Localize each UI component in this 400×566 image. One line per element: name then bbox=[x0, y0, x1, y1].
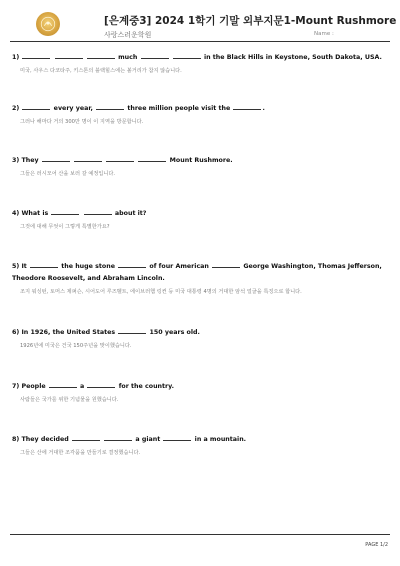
question-number: 2) bbox=[12, 105, 20, 112]
sentence-fragment: It bbox=[21, 263, 27, 270]
question-5 bbox=[12, 261, 390, 295]
question-sentence bbox=[12, 208, 390, 218]
question-number: 4) bbox=[12, 210, 20, 217]
page-number: PAGE 1/2 bbox=[365, 542, 388, 548]
answer-blank[interactable] bbox=[42, 155, 70, 162]
answer-blank[interactable] bbox=[22, 103, 50, 110]
student-name-label: Name : bbox=[314, 31, 334, 37]
sentence-fragment: . bbox=[262, 105, 265, 112]
sentence-fragment: in a mountain. bbox=[194, 436, 247, 443]
page-header bbox=[0, 0, 400, 46]
answer-blank[interactable] bbox=[104, 434, 132, 441]
sentence-fragment: What is bbox=[21, 210, 49, 217]
sentence-fragment: Theodore Roosevelt, and Abraham Lincoln. bbox=[12, 275, 165, 282]
answer-blank[interactable] bbox=[163, 434, 191, 441]
korean-translation: 사람들은 국가를 위한 기념물을 원했습니다. bbox=[20, 397, 119, 403]
answer-blank[interactable] bbox=[233, 103, 261, 110]
answer-blank[interactable] bbox=[173, 52, 201, 59]
sentence-fragment: the huge stone bbox=[61, 263, 115, 270]
sentence-fragment: a giant bbox=[135, 436, 161, 443]
answer-blank[interactable] bbox=[51, 208, 79, 215]
answer-blank[interactable] bbox=[87, 381, 115, 388]
sentence-fragment: about it? bbox=[114, 210, 147, 217]
korean-translation: 조지 워싱턴, 토머스 제퍼슨, 시어도어 루즈벨트, 에이브러햄 링컨 등 미국 대통령 4명의 거대한 암석 얼굴을 특징으로 합니다. bbox=[20, 289, 302, 295]
korean-translation: 그들은 러시모어 산을 보러 갈 예정입니다. bbox=[20, 171, 116, 177]
sentence-fragment: They bbox=[21, 157, 39, 164]
sentence-fragment: every year, bbox=[53, 105, 93, 112]
question-2 bbox=[12, 103, 390, 125]
question-7 bbox=[12, 381, 390, 403]
answer-blank[interactable] bbox=[55, 52, 83, 59]
korean-translation: 그러나 해마다 거의 300만 명이 이 지역을 방문합니다. bbox=[20, 119, 144, 125]
sentence-fragment: In 1926, the United States bbox=[21, 329, 116, 336]
question-3 bbox=[12, 155, 390, 177]
answer-blank[interactable] bbox=[72, 434, 100, 441]
answer-blank[interactable] bbox=[212, 261, 240, 268]
answer-blank[interactable] bbox=[138, 155, 166, 162]
question-4 bbox=[12, 208, 390, 230]
sentence-fragment: three million people visit the bbox=[127, 105, 231, 112]
sentence-fragment: for the country. bbox=[118, 383, 175, 390]
answer-blank[interactable] bbox=[49, 381, 77, 388]
worksheet-title: [은계중3] 2024 1학기 기말 외부지문1-Mount Rushmore bbox=[104, 15, 397, 27]
question-number: 7) bbox=[12, 383, 20, 390]
sentence-fragment: People bbox=[21, 383, 46, 390]
answer-blank[interactable] bbox=[87, 52, 115, 59]
sentence-fragment: 150 years old. bbox=[149, 329, 200, 336]
question-number: 3) bbox=[12, 157, 20, 164]
sentence-fragment: in the Black Hills in Keystone, South Dakota, USA. bbox=[203, 54, 382, 61]
answer-blank[interactable] bbox=[118, 327, 146, 334]
answer-blank[interactable] bbox=[141, 52, 169, 59]
academy-logo bbox=[36, 12, 60, 36]
answer-blank[interactable] bbox=[84, 208, 112, 215]
question-sentence bbox=[12, 434, 390, 444]
question-sentence bbox=[12, 155, 390, 165]
answer-blank[interactable] bbox=[118, 261, 146, 268]
question-sentence bbox=[12, 327, 390, 337]
question-number: 1) bbox=[12, 54, 20, 61]
question-1 bbox=[12, 52, 390, 74]
question-number: 8) bbox=[12, 436, 20, 443]
korean-translation: 미국, 사우스 다코타주, 키스톤의 블랙힐스에는 볼거리가 참지 않습니다. bbox=[20, 68, 182, 74]
sentence-fragment: a bbox=[80, 383, 85, 390]
question-number: 5) bbox=[12, 263, 20, 270]
sentence-fragment: George Washington, Thomas Jefferson, bbox=[243, 263, 382, 270]
footer-divider bbox=[10, 534, 390, 535]
answer-blank[interactable] bbox=[30, 261, 58, 268]
korean-translation: 그것에 대해 무엇이 그렇게 특별한가요? bbox=[20, 224, 110, 230]
korean-translation: 그들은 산에 거대한 조각품을 만들기로 결정했습니다. bbox=[20, 450, 141, 456]
academy-name: 사랑스러운학원 bbox=[104, 31, 152, 39]
question-sentence bbox=[12, 381, 390, 391]
question-number: 6) bbox=[12, 329, 20, 336]
sentence-fragment: of four American bbox=[149, 263, 209, 270]
answer-blank[interactable] bbox=[106, 155, 134, 162]
sentence-fragment: much bbox=[118, 54, 138, 61]
question-8 bbox=[12, 434, 390, 456]
question-sentence-continued bbox=[12, 274, 390, 283]
korean-translation: 1926년에 미국은 건국 150주년을 맞이했습니다. bbox=[20, 343, 132, 349]
header-divider bbox=[10, 41, 390, 42]
sentence-fragment: They decided bbox=[21, 436, 69, 443]
answer-blank[interactable] bbox=[96, 103, 124, 110]
answer-blank[interactable] bbox=[22, 52, 50, 59]
question-6 bbox=[12, 327, 390, 349]
laurel-crest-icon bbox=[39, 15, 57, 33]
question-sentence bbox=[12, 103, 390, 113]
question-sentence bbox=[12, 261, 390, 271]
answer-blank[interactable] bbox=[74, 155, 102, 162]
question-sentence bbox=[12, 52, 390, 62]
sentence-fragment: Mount Rushmore. bbox=[169, 157, 233, 164]
